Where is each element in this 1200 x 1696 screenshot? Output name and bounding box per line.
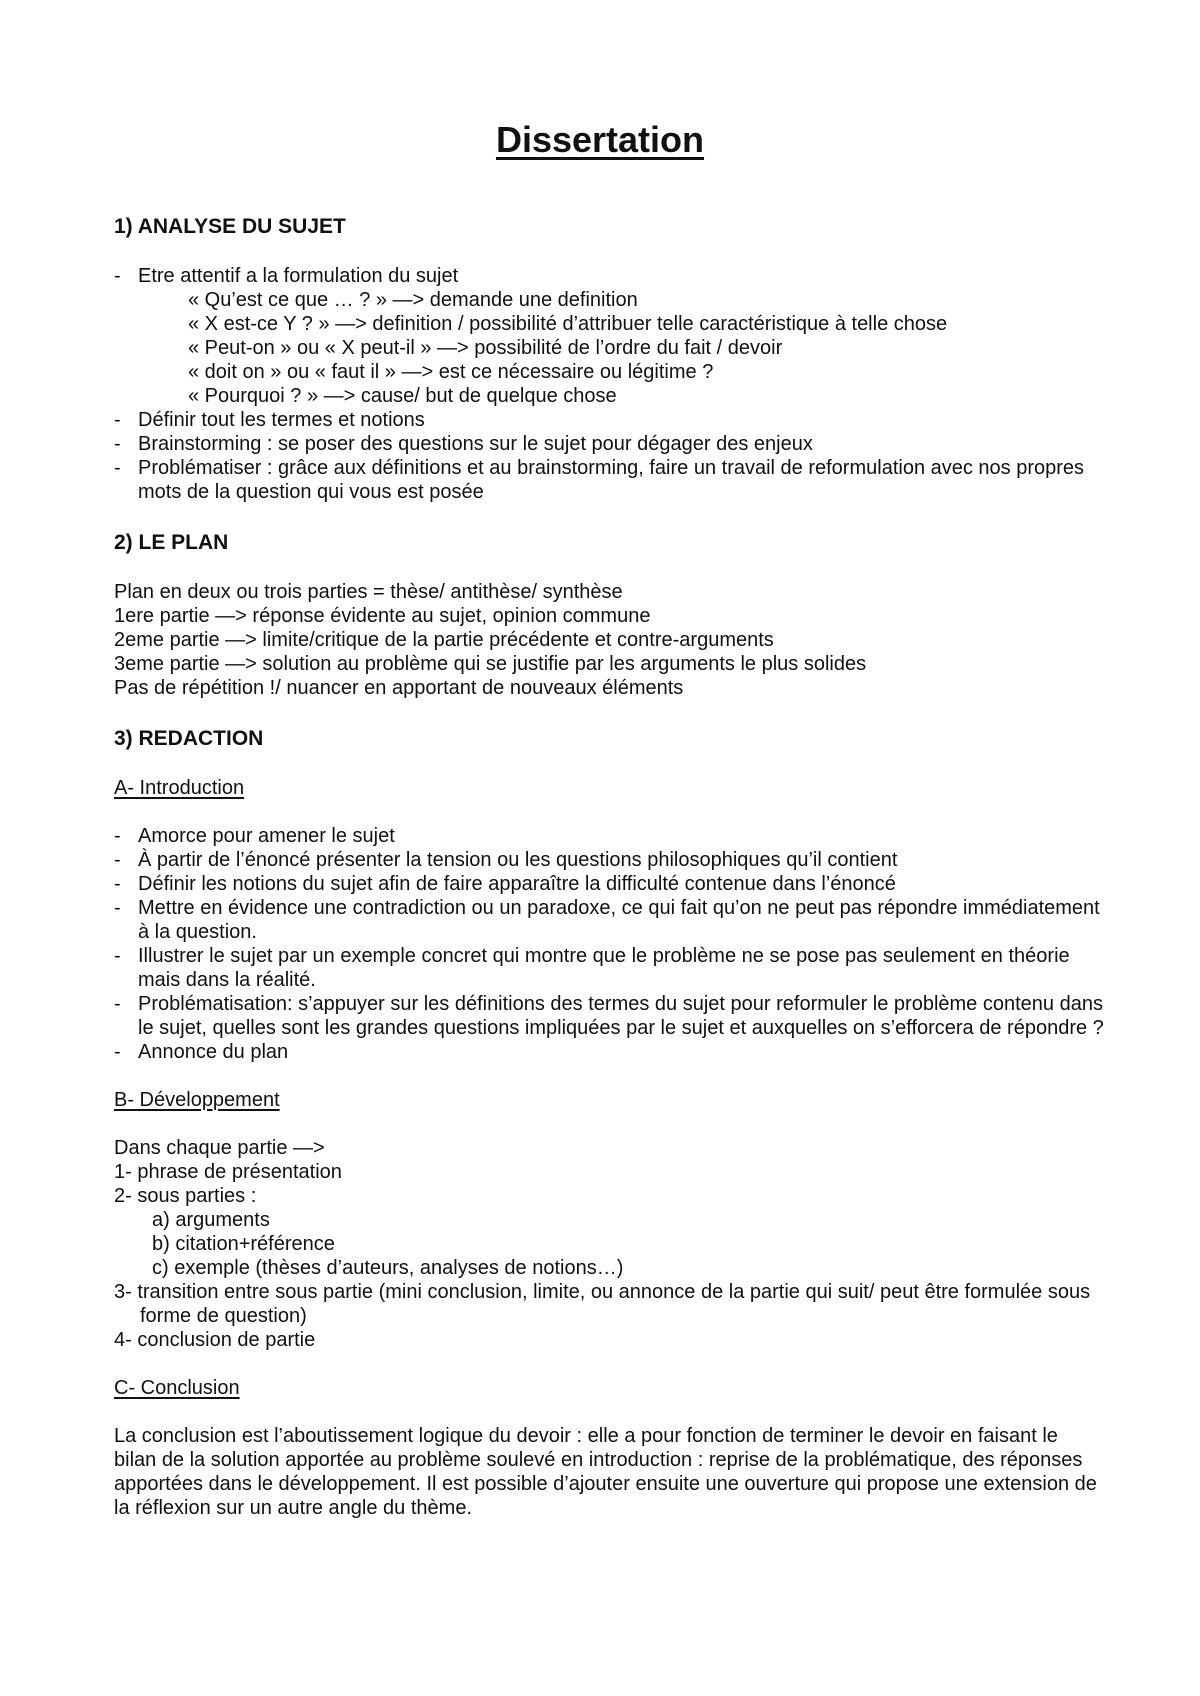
formulation-line: « Peut-on » ou « X peut-il » —> possibilité de l’ordre du fait / devoir	[188, 337, 783, 359]
developpement-line: 3- transition entre sous partie (mini conclusion, limite, ou annonce de la partie qui suit/ peut être formulée sous forme de question)	[114, 1281, 1091, 1327]
analyse-list	[114, 264, 1104, 504]
list-item: - À partir de l’énoncé présenter la tension ou les questions philosophiques qu’il contient	[114, 848, 1104, 872]
list-item: - Problématiser : grâce aux définitions et au brainstorming, faire un travail de reformulation avec nos propres mots de la question qui vous est posée	[114, 456, 1104, 504]
formulation-line: « Pourquoi ? » —> cause/ but de quelque chose	[188, 385, 617, 407]
sub-item: c) exemple (thèses d’auteurs, analyses de notions…)	[152, 1257, 624, 1279]
plan-line: Plan en deux ou trois parties = thèse/ antithèse/ synthèse	[114, 581, 623, 603]
list-item: - Etre attentif a la formulation du sujet « Qu’est ce que … ? » —> demande une definition « X est-ce Y ? » —> definition / possibilité d’attribuer telle caractéristique à telle chose « Peut-on » ou « X peut-il » —> possibilité de l’ordre du fait / devoir « doit on » ou « faut il » —> est ce nécessaire ou légitime ? « Pourquoi ? » —> cause/ but de quelque chose	[114, 264, 1104, 408]
formulation-line: « X est-ce Y ? » —> definition / possibilité d’attribuer telle caractéristique à telle chose	[188, 313, 948, 335]
plan-line: 1ere partie —> réponse évidente au sujet, opinion commune	[114, 605, 651, 627]
plan-line: 2eme partie —> limite/critique de la partie précédente et contre-arguments	[114, 629, 774, 651]
list-item: - Annonce du plan	[114, 1040, 1104, 1064]
list-item: - Définir les notions du sujet afin de faire apparaître la difficulté contenue dans l’énoncé	[114, 872, 1104, 896]
subheading-introduction: A- Introduction	[114, 777, 245, 799]
list-item: - Problématisation: s’appuyer sur les définitions des termes du sujet pour reformuler le problème contenu dans le sujet, quelles sont les grandes questions impliquées par le sujet et auxquelles on s’efforcera de répondre ?	[114, 992, 1104, 1040]
list-item: - Amorce pour amener le sujet	[114, 824, 1104, 848]
developpement-line: 2- sous parties :	[114, 1185, 257, 1207]
sous-parties-list	[114, 1208, 1104, 1280]
list-item: - Illustrer le sujet par un exemple concret qui montre que le problème ne se pose pas seulement en théorie mais dans la réalité.	[114, 944, 1104, 992]
developpement-line: 1- phrase de présentation	[114, 1161, 342, 1183]
formulation-line: « Qu’est ce que … ? » —> demande une definition	[188, 289, 638, 311]
conclusion-paragraph: La conclusion est l’aboutissement logique du devoir : elle a pour fonction de terminer le devoir en faisant le bilan de la solution apportée au problème soulevé en introduction : reprise de la problématique, des réponses apportées dans le développement. Il est possible d’ajouter ensuite une ouverture qui propose une extension de la réflexion sur un autre angle du thème.	[114, 1425, 1097, 1519]
sub-item: b) citation+référence	[152, 1233, 335, 1255]
list-item: - Définir tout les termes et notions	[114, 408, 1104, 432]
question-formulations	[138, 288, 1104, 408]
list-item: - Brainstorming : se poser des questions sur le sujet pour dégager des enjeux	[114, 432, 1104, 456]
subheading-conclusion: C- Conclusion	[114, 1377, 240, 1399]
plan-line: Pas de répétition !/ nuancer en apportant de nouveaux éléments	[114, 677, 684, 699]
list-item: - Mettre en évidence une contradiction ou un paradoxe, ce qui fait qu’on ne peut pas répondre immédiatement à la question.	[114, 896, 1104, 944]
document-body	[114, 214, 1104, 1520]
section-heading-redaction: 3) REDACTION	[114, 727, 264, 750]
developpement-line: Dans chaque partie —>	[114, 1137, 325, 1159]
formulation-line: « doit on » ou « faut il » —> est ce nécessaire ou légitime ?	[188, 361, 714, 383]
developpement-line: 4- conclusion de partie	[114, 1329, 316, 1351]
plan-line: 3eme partie —> solution au problème qui se justifie par les arguments le plus solides	[114, 653, 867, 675]
section-heading-analyse: 1) ANALYSE DU SUJET	[114, 215, 346, 238]
introduction-list	[114, 824, 1104, 1064]
section-heading-plan: 2) LE PLAN	[114, 531, 229, 554]
page-title: Dissertation	[495, 119, 705, 160]
sub-item: a) arguments	[152, 1209, 270, 1231]
subheading-developpement: B- Développement	[114, 1089, 280, 1111]
